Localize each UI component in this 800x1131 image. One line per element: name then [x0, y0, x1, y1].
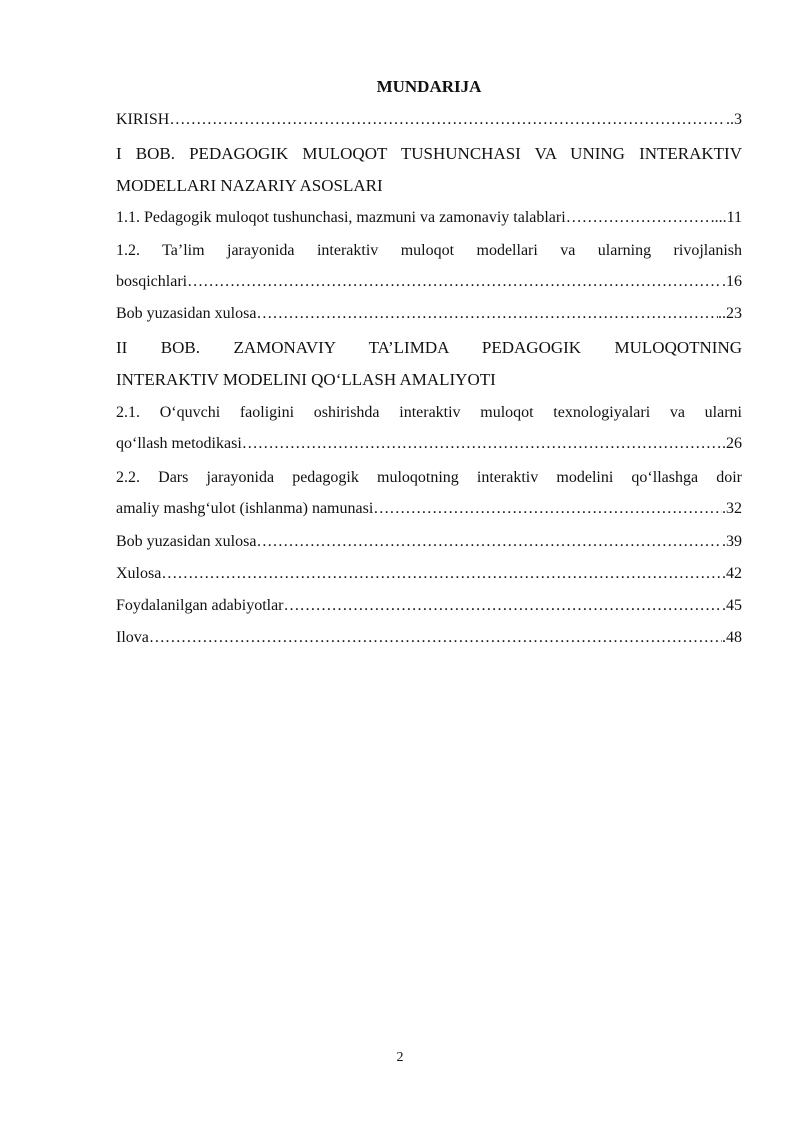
chapter-2-heading-line-2[interactable]: INTERAKTIV MODELINI QO‘LLASH AMALIYOTI: [116, 370, 496, 389]
toc-entry-label: Bob yuzasidan xulosa: [116, 533, 257, 550]
toc-entry-page: .26: [722, 435, 742, 452]
toc-entry-chapter-1-conclusion[interactable]: [116, 302, 742, 326]
toc-entry-label: amaliy mashg‘ulot (ishlanma) namunasi: [116, 500, 374, 517]
page-number: 2: [396, 1050, 404, 1065]
toc-entry-label: qo‘llash metodikasi: [116, 435, 242, 452]
toc-title: MUNDARIJA: [376, 77, 482, 96]
dot-leader: [149, 626, 722, 650]
dot-leader: [256, 530, 722, 554]
dot-leader: [169, 108, 726, 132]
toc-entry-page: .32: [722, 500, 742, 517]
toc-entry-2-1-line-1[interactable]: 2.1. O‘quvchi faoligini oshirishda interaktiv muloqot texnologiyalari va ularni: [116, 404, 742, 421]
toc-entry-page: ..23: [718, 305, 742, 322]
toc-entry-1-2[interactable]: [116, 270, 742, 294]
dot-leader: [373, 497, 722, 521]
toc-entry-1-1[interactable]: [116, 206, 742, 230]
dot-leader: [284, 594, 722, 618]
toc-entry-page: 42: [726, 565, 742, 582]
chapter-1-heading-line-2[interactable]: MODELLARI NAZARIY ASOSLARI: [116, 176, 383, 195]
toc-entry-page: .16: [722, 273, 742, 290]
toc-entry-appendix[interactable]: [116, 626, 742, 650]
toc-entry-2-1[interactable]: [116, 432, 742, 456]
toc-entry-label: KIRISH: [116, 111, 170, 128]
toc-entry-page: .45: [722, 597, 742, 614]
toc-entry-page: ..3: [726, 111, 742, 128]
dot-leader: [161, 562, 726, 586]
chapter-1-heading-line-1[interactable]: I BOB. PEDAGOGIK MULOQOT TUSHUNCHASI VA UNING INTERAKTIV: [116, 144, 742, 163]
toc-entry-1-2-line-1[interactable]: 1.2. Ta’lim jarayonida interaktiv muloqot modellari va ularning rivojlanish: [116, 242, 742, 259]
dot-leader: [566, 206, 711, 230]
toc-entry-kirish[interactable]: [116, 108, 742, 132]
toc-entry-label: Xulosa: [116, 565, 162, 582]
toc-entry-xulosa[interactable]: [116, 562, 742, 586]
dot-leader: [256, 302, 718, 326]
toc-entry-page: .48: [722, 629, 742, 646]
dot-leader: [242, 432, 722, 456]
toc-entry-bibliography[interactable]: [116, 594, 742, 618]
chapter-2-heading-line-1[interactable]: II BOB. ZAMONAVIY TA’LIMDA PEDAGOGIK MULOQOTNING: [116, 338, 742, 357]
toc-entry-page: .39: [722, 533, 742, 550]
toc-entry-label: Bob yuzasidan xulosa: [116, 305, 257, 322]
toc-entry-label: 1.1. Pedagogik muloqot tushunchasi, mazmuni va zamonaviy talablari: [116, 209, 566, 226]
toc-entry-label: Ilova: [116, 629, 149, 646]
toc-entry-page: ....11: [710, 209, 742, 226]
document-page: [116, 0, 742, 1131]
toc-entry-chapter-2-conclusion[interactable]: [116, 530, 742, 554]
dot-leader: [187, 270, 722, 294]
toc-entry-label: Foydalanilgan adabiyotlar: [116, 597, 284, 614]
toc-entry-2-2[interactable]: [116, 497, 742, 521]
toc-entry-2-2-line-1[interactable]: 2.2. Dars jarayonida pedagogik muloqotning interaktiv modelini qo‘llashga doir: [116, 469, 742, 486]
toc-entry-label: bosqichlari: [116, 273, 188, 290]
